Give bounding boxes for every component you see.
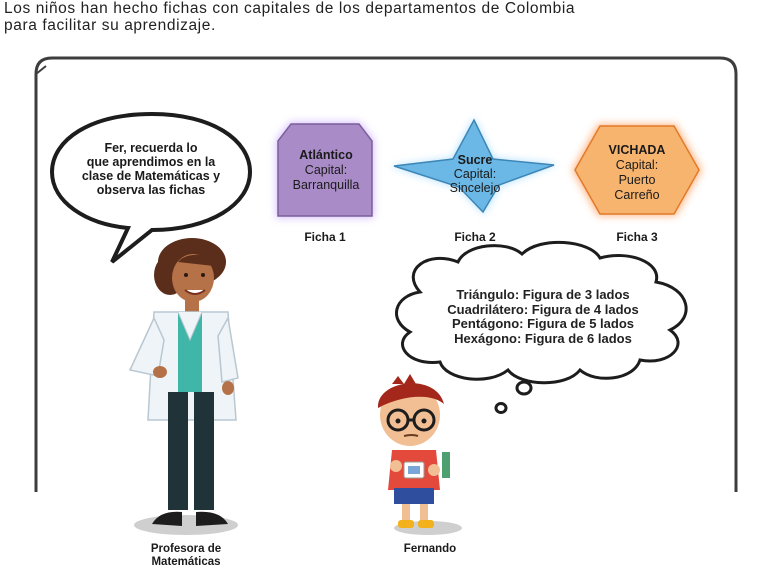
card-1-capital-label: Capital: xyxy=(304,163,348,177)
thought-line-2: Cuadrilátero: Figura de 4 lados xyxy=(447,301,639,317)
card-1-department: Atlántico xyxy=(299,148,353,162)
thought-text xyxy=(412,288,674,346)
card-3-capital: Puerto xyxy=(618,173,656,187)
intro-line-1: Los niños han hecho fichas con capitales de los departamentos de Colombia xyxy=(4,0,576,17)
student-caption: Fernando xyxy=(403,543,457,555)
teacher-caption-line-2: Matemáticas xyxy=(151,556,221,568)
thought-line-1: Triángulo: Figura de 3 lados xyxy=(456,287,630,302)
card-3-capital-label: Capital: xyxy=(615,158,659,172)
card-1 xyxy=(280,148,372,193)
intro-line-2: para facilitar su aprendizaje. xyxy=(4,17,216,34)
teacher-speech-line-2: que aprendimos en la xyxy=(86,155,216,169)
teacher-speech-line-3: clase de Matemáticas y xyxy=(81,169,221,183)
card-2-department: Sucre xyxy=(457,153,493,167)
card-3 xyxy=(582,143,692,203)
teacher-speech-text xyxy=(58,141,244,197)
teacher-figure xyxy=(130,238,238,535)
teacher-speech-line-4: observa las fichas xyxy=(96,183,206,197)
card-1-label: Ficha 1 xyxy=(304,230,346,244)
teacher-caption-line-1: Profesora de xyxy=(150,543,222,555)
card-2-label: Ficha 2 xyxy=(454,230,496,244)
teacher-caption xyxy=(126,543,246,569)
thought-line-3: Pentágono: Figura de 5 lados xyxy=(451,316,635,331)
card-3-capital-2: Carreño xyxy=(614,188,660,202)
card-3-department: VICHADA xyxy=(608,143,666,157)
card-1-capital: Barranquilla xyxy=(292,178,360,192)
teacher-speech-line-1: Fer, recuerda lo xyxy=(104,141,198,155)
card-3-label: Ficha 3 xyxy=(616,230,658,244)
thought-line-4: Hexágono: Figura de 6 lados xyxy=(454,330,632,346)
card-2-capital-label: Capital: xyxy=(453,167,497,181)
student-figure xyxy=(378,374,462,535)
card-2 xyxy=(432,153,518,195)
card-2-capital: Sincelejo xyxy=(449,181,501,195)
